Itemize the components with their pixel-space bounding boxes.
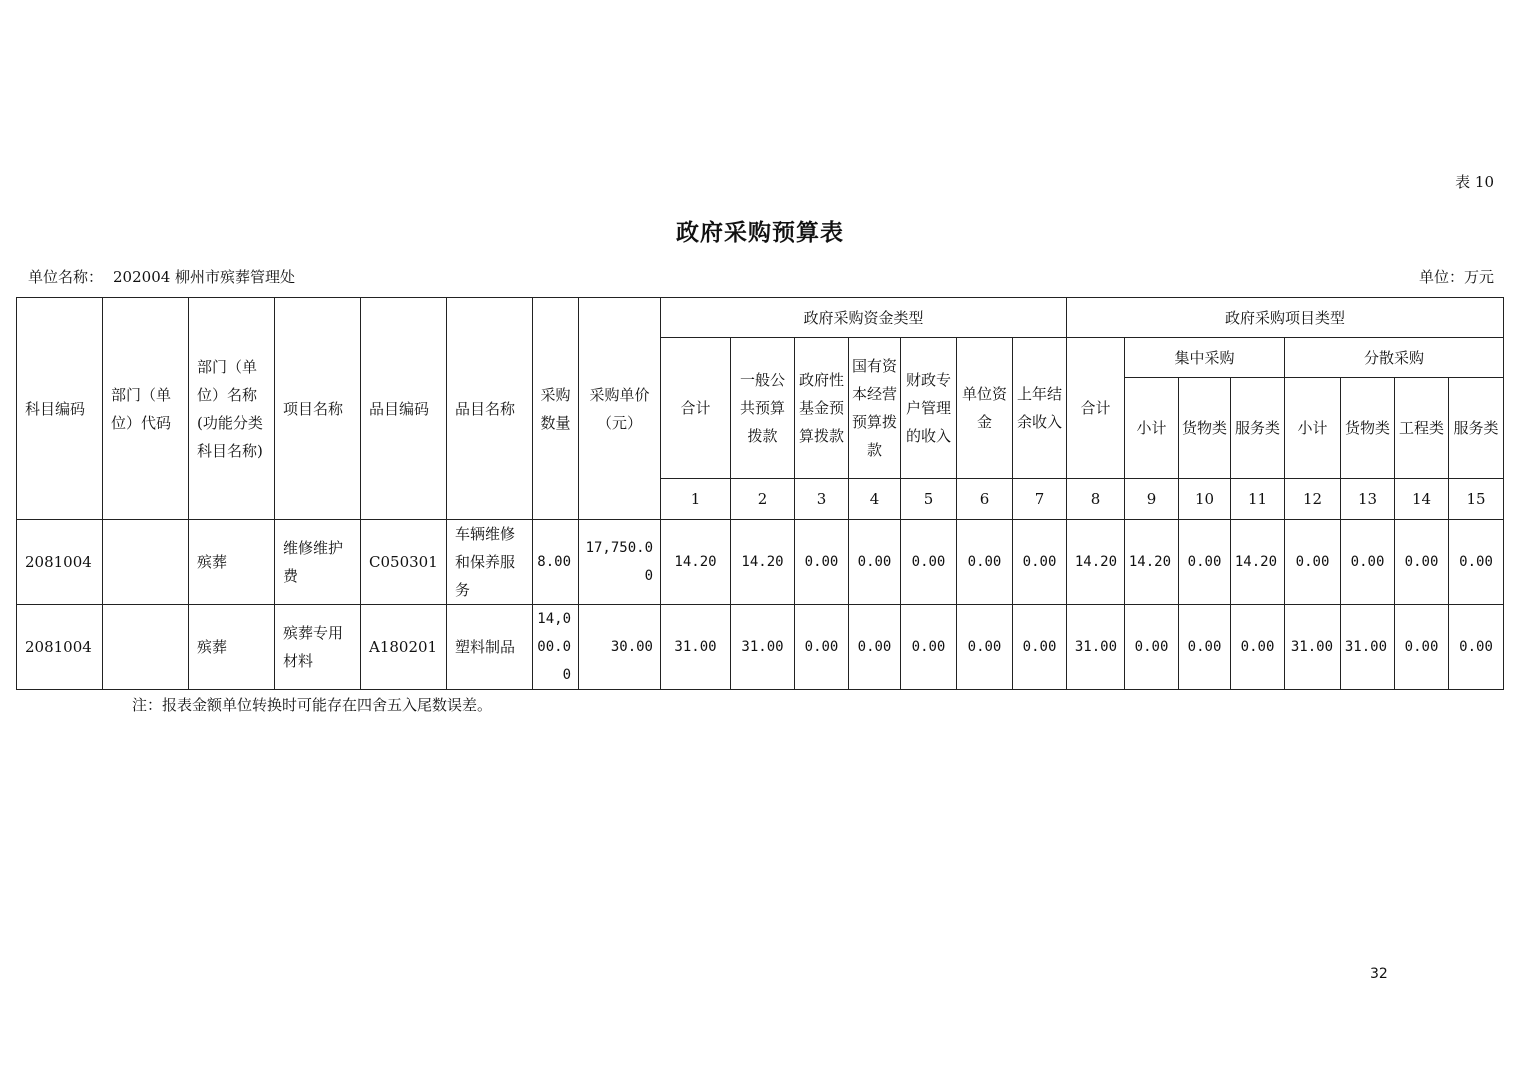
header-state-capital: 国有资本经营预算拨款: [849, 338, 901, 479]
unit-name: [28, 266, 295, 287]
cell-dept-code: [103, 605, 189, 690]
header-centralized: 集中采购: [1125, 338, 1285, 378]
cell-quantity: 8.00: [533, 520, 579, 605]
cell-value: 0.00: [1449, 520, 1504, 605]
cell-value: 31.00: [661, 605, 731, 690]
header-dept-code: 部门（单位）代码: [103, 298, 189, 520]
header-special-account: 财政专户管理的收入: [901, 338, 957, 479]
cell-value: 0.00: [1231, 605, 1285, 690]
cell-project-name: 维修维护费: [275, 520, 361, 605]
cell-value: 14.20: [1067, 520, 1125, 605]
header-d-service: 服务类: [1449, 378, 1504, 479]
column-number: 9: [1125, 479, 1179, 520]
header-unit-fund: 单位资金: [957, 338, 1013, 479]
column-number: 6: [957, 479, 1013, 520]
cell-value: 31.00: [1067, 605, 1125, 690]
header-project-type-group: 政府采购项目类型: [1067, 298, 1504, 338]
cell-value: 0.00: [1179, 520, 1231, 605]
cell-item-code: C050301: [361, 520, 447, 605]
header-c-service: 服务类: [1231, 378, 1285, 479]
cell-value: 0.00: [957, 605, 1013, 690]
procurement-budget-table: [16, 297, 1504, 690]
header-dept-name: 部门（单位）名称(功能分类科目名称): [189, 298, 275, 520]
cell-dept-code: [103, 520, 189, 605]
column-number: 11: [1231, 479, 1285, 520]
header-fund-total: 合计: [661, 338, 731, 479]
column-number: 14: [1395, 479, 1449, 520]
header-item-name: 品目名称: [447, 298, 533, 520]
header-project-name: 项目名称: [275, 298, 361, 520]
header-gov-fund: 政府性基金预算拨款: [795, 338, 849, 479]
cell-value: 0.00: [1013, 605, 1067, 690]
column-number: 12: [1285, 479, 1341, 520]
cell-value: 0.00: [1449, 605, 1504, 690]
cell-value: 0.00: [957, 520, 1013, 605]
column-number: 8: [1067, 479, 1125, 520]
cell-value: 0.00: [1341, 520, 1395, 605]
cell-value: 31.00: [731, 605, 795, 690]
cell-value: 14.20: [661, 520, 731, 605]
cell-value: 0.00: [1125, 605, 1179, 690]
cell-subject-code: 2081004: [17, 520, 103, 605]
cell-item-name: 车辆维修和保养服务: [447, 520, 533, 605]
column-number: 13: [1341, 479, 1395, 520]
header-c-subtotal: 小计: [1125, 378, 1179, 479]
footnote: 注：报表金额单位转换时可能存在四舍五入尾数误差。: [132, 696, 493, 714]
page-title: 政府采购预算表: [676, 219, 844, 246]
cell-value: 14.20: [1231, 520, 1285, 605]
column-number: 4: [849, 479, 901, 520]
header-d-engineering: 工程类: [1395, 378, 1449, 479]
header-decentralized: 分散采购: [1285, 338, 1504, 378]
unit-label: 单位：万元: [1418, 268, 1494, 286]
cell-value: 0.00: [901, 520, 957, 605]
header-d-goods: 货物类: [1341, 378, 1395, 479]
cell-value: 14.20: [731, 520, 795, 605]
cell-value: 0.00: [1285, 520, 1341, 605]
cell-value: 0.00: [1013, 520, 1067, 605]
header-c-goods: 货物类: [1179, 378, 1231, 479]
cell-quantity: 14,000.00: [533, 605, 579, 690]
cell-value: 31.00: [1285, 605, 1341, 690]
column-number: 2: [731, 479, 795, 520]
unit-name-value: 202004 柳州市殡葬管理处: [113, 268, 296, 286]
cell-project-name: 殡葬专用材料: [275, 605, 361, 690]
cell-value: 0.00: [1179, 605, 1231, 690]
header-d-subtotal: 小计: [1285, 378, 1341, 479]
header-last-year: 上年结余收入: [1013, 338, 1067, 479]
header-item-code: 品目编码: [361, 298, 447, 520]
header-quantity: 采购数量: [533, 298, 579, 520]
header-general-budget: 一般公共预算拨款: [731, 338, 795, 479]
cell-value: 0.00: [1395, 605, 1449, 690]
cell-item-code: A180201: [361, 605, 447, 690]
cell-dept-name: 殡葬: [189, 520, 275, 605]
page-number: 32: [1370, 966, 1388, 982]
cell-value: 14.20: [1125, 520, 1179, 605]
column-number: 7: [1013, 479, 1067, 520]
column-number: 10: [1179, 479, 1231, 520]
column-number: 5: [901, 479, 957, 520]
header-unit-price: 采购单价（元）: [579, 298, 661, 520]
table-row: [17, 605, 1504, 690]
table-row: [17, 520, 1504, 605]
cell-value: 0.00: [901, 605, 957, 690]
unit-name-label: 单位名称：: [28, 268, 104, 286]
cell-value: 0.00: [795, 605, 849, 690]
cell-item-name: 塑料制品: [447, 605, 533, 690]
cell-value: 0.00: [1395, 520, 1449, 605]
cell-value: 31.00: [1341, 605, 1395, 690]
header-fund-type-group: 政府采购资金类型: [661, 298, 1067, 338]
column-number: 1: [661, 479, 731, 520]
column-number: 3: [795, 479, 849, 520]
cell-value: 0.00: [849, 520, 901, 605]
cell-value: 0.00: [849, 605, 901, 690]
cell-value: 0.00: [795, 520, 849, 605]
cell-unit-price: 17,750.00: [579, 520, 661, 605]
header-project-total: 合计: [1067, 338, 1125, 479]
column-number: 15: [1449, 479, 1504, 520]
header-subject-code: 科目编码: [17, 298, 103, 520]
table-tag: 表 10: [1455, 173, 1494, 191]
cell-subject-code: 2081004: [17, 605, 103, 690]
cell-dept-name: 殡葬: [189, 605, 275, 690]
cell-unit-price: 30.00: [579, 605, 661, 690]
